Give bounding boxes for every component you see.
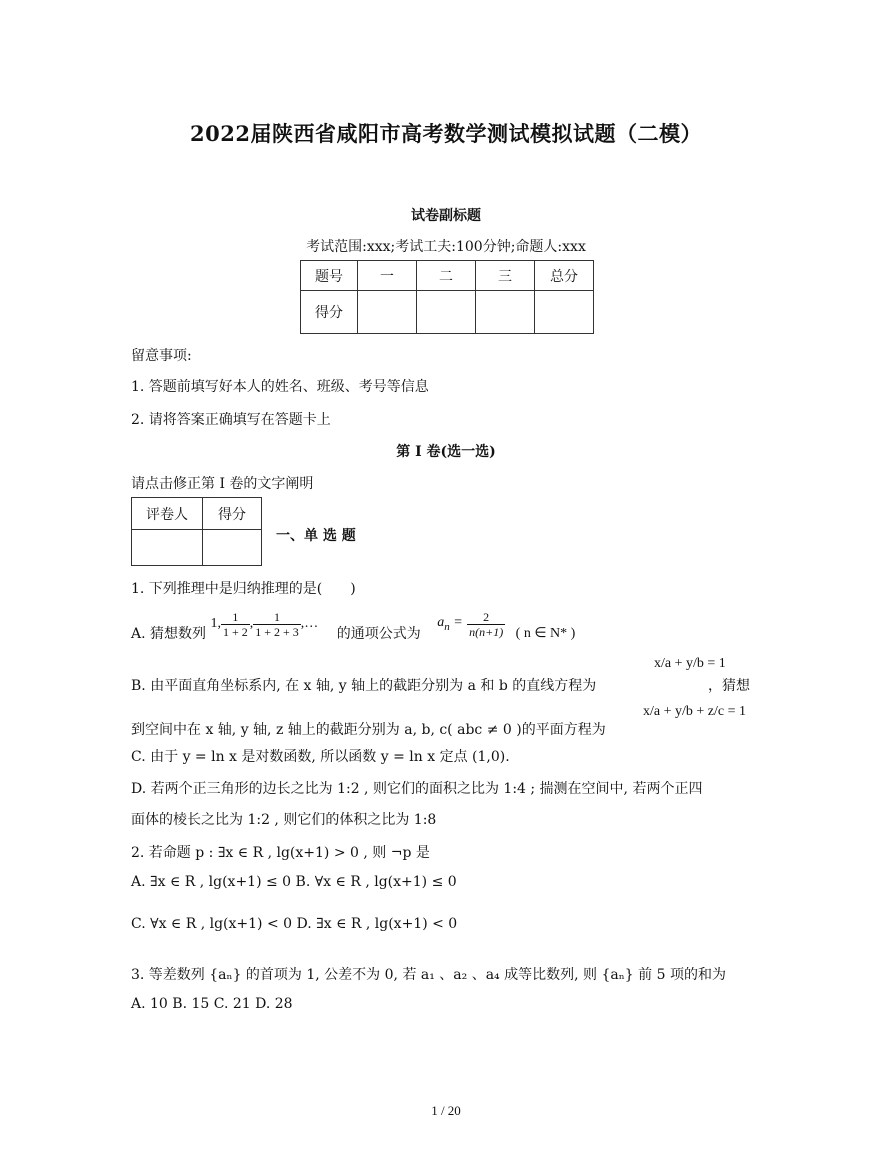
seq-fraction: $\frac{1}{1 + 2}$ (222, 609, 248, 639)
grader-header: 得分 (203, 498, 262, 530)
question-3-stem: 3. 等差数列 {aₙ} 的首项为 1, 公差不为 0, 若 a₁ 、a₂ 、a₄ 成等比数列, 则 {aₙ} 前 5 项的和为 (131, 967, 726, 983)
score-cell (535, 291, 594, 334)
option-b-text: B. 由平面直角坐标系内, 在 x 轴, y 轴上的截距分别为 a 和 b 的直线方程为 (131, 678, 597, 694)
general-term-fraction: $\frac{2}{n(n+1)}$ (469, 609, 504, 639)
section-instruction: 请点击修正第 I 卷的文字阐明 (131, 476, 314, 492)
score-table-header: 题号 (301, 261, 358, 291)
score-table-header: 总分 (535, 261, 594, 291)
question-1-option-b-line1 (131, 675, 596, 695)
seq-start: 1, (210, 616, 221, 631)
page-title: 2022届陕西省咸阳市高考数学测试模拟试题（二模） (190, 121, 702, 146)
notice-item: 2. 请将答案正确填写在答题卡上 (131, 412, 331, 428)
question-2-stem: 2. 若命题 p : ∃x ∈ R , lg(x+1) > 0 , 则 ¬p 是 (131, 845, 430, 861)
question-1-option-d-line1: D. 若两个正三角形的边长之比为 1:2 , 则它们的面积之比为 1:4 ; 揣测在空间中, 若两个正四 (131, 781, 703, 797)
grader-cell (203, 530, 262, 566)
paper-subtitle: 试卷副标题 (411, 208, 481, 224)
option-a-condition: ( n ∈ N* ) (515, 625, 576, 641)
question-3-options: A. 10 B. 15 C. 21 D. 28 (131, 996, 293, 1012)
score-table-header: 二 (417, 261, 476, 291)
question-1-option-b-line2: 到空间中在 x 轴, y 轴, z 轴上的截距分别为 a, b, c( abc ≠ 0 )的平面方程为 (131, 722, 606, 738)
option-a-prefix: A. 猜想数列 (131, 626, 207, 642)
question-2-options-ab: A. ∃x ∈ R , lg(x+1) ≤ 0 B. ∀x ∈ R , lg(x+1) ≤ 0 (131, 874, 457, 890)
question-1-stem: 1. 下列推理中是归纳推理的是( ) (131, 581, 356, 597)
question-1-option-d-line2: 面体的棱长之比为 1:2 , 则它们的体积之比为 1:8 (131, 812, 437, 828)
page-number: 1 / 20 (431, 1103, 461, 1118)
score-table (300, 260, 594, 334)
score-cell (417, 291, 476, 334)
score-cell (476, 291, 535, 334)
notice-item: 1. 答题前填写好本人的姓名、班级、考号等信息 (131, 379, 429, 395)
question-1-option-c: C. 由于 y = ln x 是对数函数, 所以函数 y = ln x 定点 (1,0). (131, 749, 510, 765)
option-a-mid: 的通项公式为 (336, 626, 421, 642)
line-equation: x/a + y/b = 1 (654, 656, 726, 671)
seq-end: ,… (300, 616, 319, 631)
question-1-option-a: A. 猜想数列 1, $\frac{1}{1 + 2}$ , $\frac{1}{1 + 2 + 3}$ ,… 的通项公式为 $a_n$ = $\frac{2}{n(n+1)}$ ( n ∈ N* ) (131, 609, 576, 642)
seq-fraction: $\frac{1}{1 + 2 + 3}$ (255, 609, 299, 639)
question-2-options-cd: C. ∀x ∈ R , lg(x+1) < 0 D. ∃x ∈ R , lg(x+1) < 0 (131, 916, 458, 932)
section-title: 第 I 卷(选一选) (396, 444, 496, 460)
grader-cell (132, 530, 203, 566)
plane-equation: x/a + y/b + z/c = 1 (643, 704, 746, 719)
notice-heading: 留意事项: (131, 348, 192, 364)
score-row-label: 得分 (301, 291, 358, 334)
formula-lhs: $a_n$ = (437, 615, 463, 633)
option-b-tail: ，猜想 (708, 678, 750, 694)
score-cell (358, 291, 417, 334)
score-table-header: 三 (476, 261, 535, 291)
part-heading: 一、单 选 题 (276, 528, 356, 544)
grader-header: 评卷人 (132, 498, 203, 530)
exam-info: 考试范围:xxx;考试工夫:100分钟;命题人:xxx (306, 239, 586, 255)
grader-table (131, 497, 262, 566)
score-table-header: 一 (358, 261, 417, 291)
